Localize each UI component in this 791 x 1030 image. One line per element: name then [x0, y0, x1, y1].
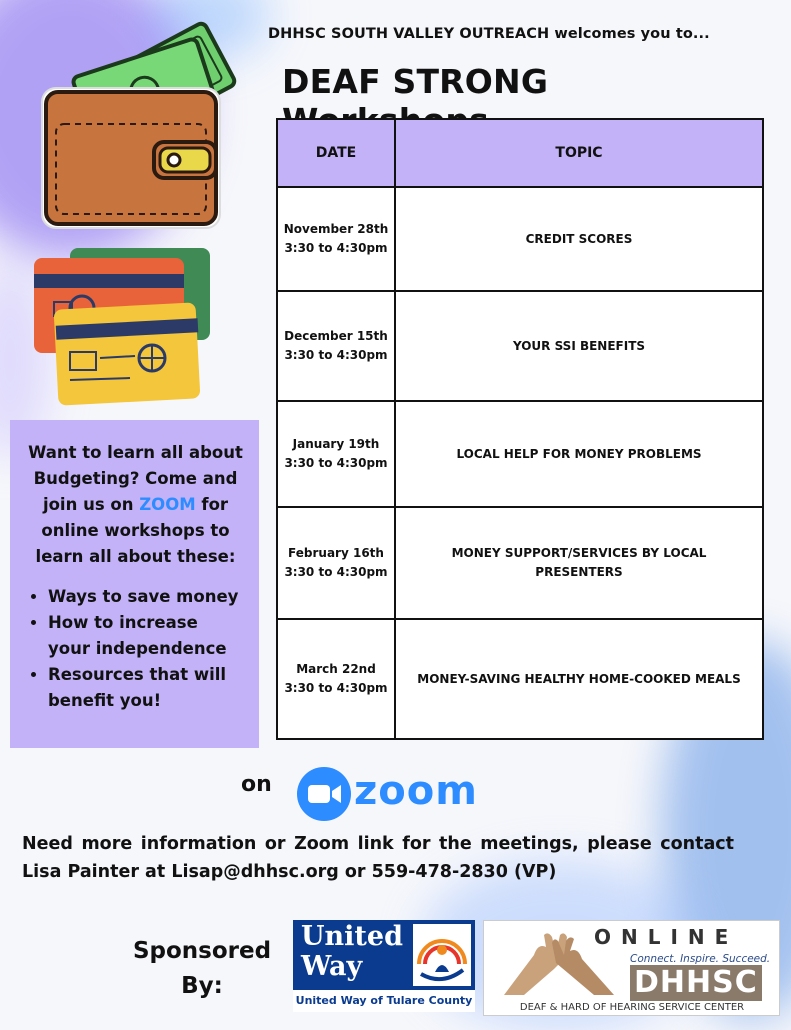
united-way-logo	[293, 920, 475, 1012]
united-way-emblem-icon	[413, 924, 471, 986]
topic-cell: MONEY-SAVING HEALTHY HOME-COOKED MEALS	[395, 619, 763, 739]
time-text: 3:30 to 4:30pm	[284, 456, 388, 470]
sponsored-line: By:	[181, 973, 223, 999]
credit-cards-icon	[30, 240, 215, 408]
topic-cell: CREDIT SCORES	[395, 187, 763, 291]
zoom-highlight: ZOOM	[139, 495, 196, 514]
table-row	[277, 291, 763, 401]
zoom-wordmark: zoom	[354, 768, 478, 814]
list-item: • Resources that will benefit you!	[48, 662, 245, 714]
table-row	[277, 401, 763, 507]
time-text: 3:30 to 4:30pm	[284, 565, 388, 579]
dhhsc-online: ONLINE	[594, 925, 739, 949]
sponsored-label	[118, 934, 286, 1004]
schedule-table	[276, 118, 764, 740]
table-row	[277, 507, 763, 619]
topics-list	[26, 584, 245, 714]
date-text: November 28th	[283, 222, 389, 236]
dhhsc-full-name: DEAF & HARD OF HEARING SERVICE CENTER	[519, 1002, 745, 1013]
date-cell	[277, 291, 395, 401]
time-text: 3:30 to 4:30pm	[284, 348, 388, 362]
wallet-icon	[34, 14, 252, 236]
zoom-logo	[296, 766, 478, 826]
table-header-row	[277, 119, 763, 187]
topic-cell: YOUR SSI BENEFITS	[395, 291, 763, 401]
table-row	[277, 619, 763, 739]
uw-line: Way	[301, 951, 363, 982]
date-text: February 16th	[288, 546, 384, 560]
intro-text: Want to learn all about Budgeting? Come and join us on	[28, 443, 243, 514]
list-item: • Ways to save money	[48, 584, 245, 610]
zoom-camera-icon	[296, 766, 352, 822]
date-cell	[277, 401, 395, 507]
date-text: December 15th	[284, 329, 388, 343]
info-box	[10, 420, 259, 748]
intro-text: for online workshops to learn all about these:	[35, 495, 236, 566]
info-intro	[26, 440, 245, 570]
sponsored-line: Sponsored	[132, 938, 272, 964]
list-item: • How to increase your independence	[48, 610, 245, 662]
topic-cell: MONEY SUPPORT/SERVICES BY LOCAL PRESENTERS	[395, 507, 763, 619]
welcome-line: DHHSC SOUTH VALLEY OUTREACH welcomes you to...	[268, 26, 710, 42]
united-way-subtitle: United Way of Tulare County	[293, 990, 475, 1012]
dhhsc-abbr: DHHSC	[630, 965, 762, 1001]
date-cell	[277, 507, 395, 619]
date-text: March 22nd	[296, 662, 376, 676]
page-title: DEAF STRONG	[282, 62, 549, 101]
column-header-date: DATE	[277, 119, 395, 187]
topic-cell: LOCAL HELP FOR MONEY PROBLEMS	[395, 401, 763, 507]
table-row	[277, 187, 763, 291]
time-text: 3:30 to 4:30pm	[284, 681, 388, 695]
date-cell	[277, 187, 395, 291]
on-label: on	[241, 772, 272, 797]
contact-info: Need more information or Zoom link for the meetings, please contact Lisa Painter at Lisap@dhhsc.org or 559-478-2830 (VP)	[22, 834, 734, 882]
united-way-name	[301, 922, 403, 982]
uw-line: United	[301, 921, 403, 952]
column-header-topic: TOPIC	[395, 119, 763, 187]
date-cell	[277, 619, 395, 739]
dhhsc-tagline: Connect. Inspire. Succeed.	[630, 953, 771, 965]
time-text: 3:30 to 4:30pm	[284, 241, 388, 255]
dhhsc-logo	[483, 920, 780, 1016]
date-text: January 19th	[292, 437, 380, 451]
